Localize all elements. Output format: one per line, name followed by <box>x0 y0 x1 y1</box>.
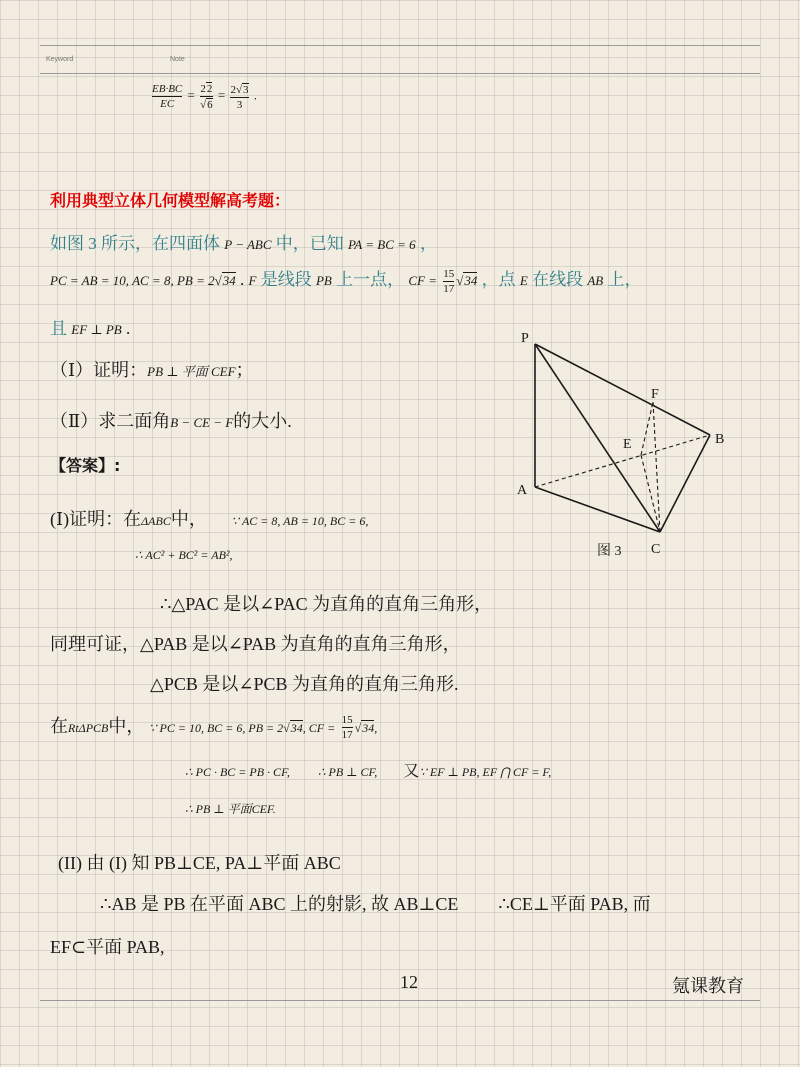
footer-rule <box>40 1000 760 1001</box>
answer-label: 【答案】: <box>50 456 121 475</box>
proof-line-7: ∴ PC · BC = PB · CF, ∴ PB ⊥ CF, 又∵ EF ⊥ PB, EF ⋂ CF = F, <box>185 763 552 780</box>
header-bottom-rule <box>40 73 760 74</box>
proof-line-11: EF⊂平面 PAB, <box>50 937 165 957</box>
proof-line-8: ∴ PB ⊥ 平面CEF. <box>185 802 276 816</box>
proof-line-10: ∴AB 是 PB 在平面 ABC 上的射影, 故 AB⊥CE ∴CE⊥平面 PAB, 而 <box>100 894 651 914</box>
proof-line-4: 同理可证，△PAB 是以∠PAB 为直角的直角三角形， <box>50 634 461 654</box>
segment-EF <box>641 402 653 455</box>
label-F: F <box>651 387 659 402</box>
proof-line-3: ∴△PAC 是以∠PAC 为直角的直角三角形， <box>160 594 493 614</box>
tetrahedron-figure <box>505 320 745 560</box>
proof-line-1: (Ⅰ)证明：在ΔABC中， ∵ AC = 8, AB = 10, BC = 6, <box>50 509 369 529</box>
footer-brand: 氪课教育 <box>672 976 744 996</box>
page-number: 12 <box>400 972 418 992</box>
figure-caption: 图 3 <box>597 544 622 559</box>
label-C: C <box>651 542 661 557</box>
edge-PB <box>535 344 710 435</box>
edge-PC <box>535 344 660 532</box>
label-E: E <box>623 437 632 452</box>
section-title: 利用典型立体几何模型解高考题： <box>50 191 291 210</box>
segment-EC <box>641 455 660 532</box>
label-B: B <box>715 432 725 447</box>
top-formula: $\frac{EB\cdot BC}{EC}$ = $\frac{22}{√6}$ = $\frac{2√3}{3}$ . <box>152 83 258 111</box>
proof-line-5: △PCB 是以∠PCB 为直角的直角三角形. <box>150 674 459 694</box>
problem-line-3: 且 EF ⊥ PB . <box>50 319 131 338</box>
proof-line-2: ∴ AC² + BC² = AB², <box>135 548 233 562</box>
label-P: P <box>521 331 529 346</box>
question-1: （Ⅰ）证明：PB ⊥ 平面 CEF； <box>50 360 254 380</box>
edge-AC <box>535 487 660 532</box>
problem-line-2: PC = AB = 10, AC = 8, PB = 2√34 . F 是线段 PB 上一点， CF = $\frac{15}{17}$ √34 ，点 E 在线段 AB 上， <box>50 267 642 295</box>
proof-line-6: 在RtΔPCB中， ∵ PC = 10, BC = 6, PB = 2√34, CF = $\frac{15}{17}$ √34, <box>50 714 378 742</box>
edge-BC <box>660 435 710 532</box>
problem-line-1: 如图 3 所示，在四面体 P − ABC 中，已知 PA = BC = 6 ， <box>50 234 437 253</box>
header-top-rule <box>40 45 760 46</box>
segment-FC <box>653 402 660 532</box>
header-keyword-label: Keyword <box>46 56 74 63</box>
proof-line-9: (II) 由 (I) 知 PB⊥CE, PA⊥平面 ABC <box>58 853 341 873</box>
label-A: A <box>517 483 528 498</box>
question-2: （Ⅱ）求二面角B − CE − F的大小. <box>50 411 292 431</box>
header-note-label: Note <box>170 56 185 63</box>
